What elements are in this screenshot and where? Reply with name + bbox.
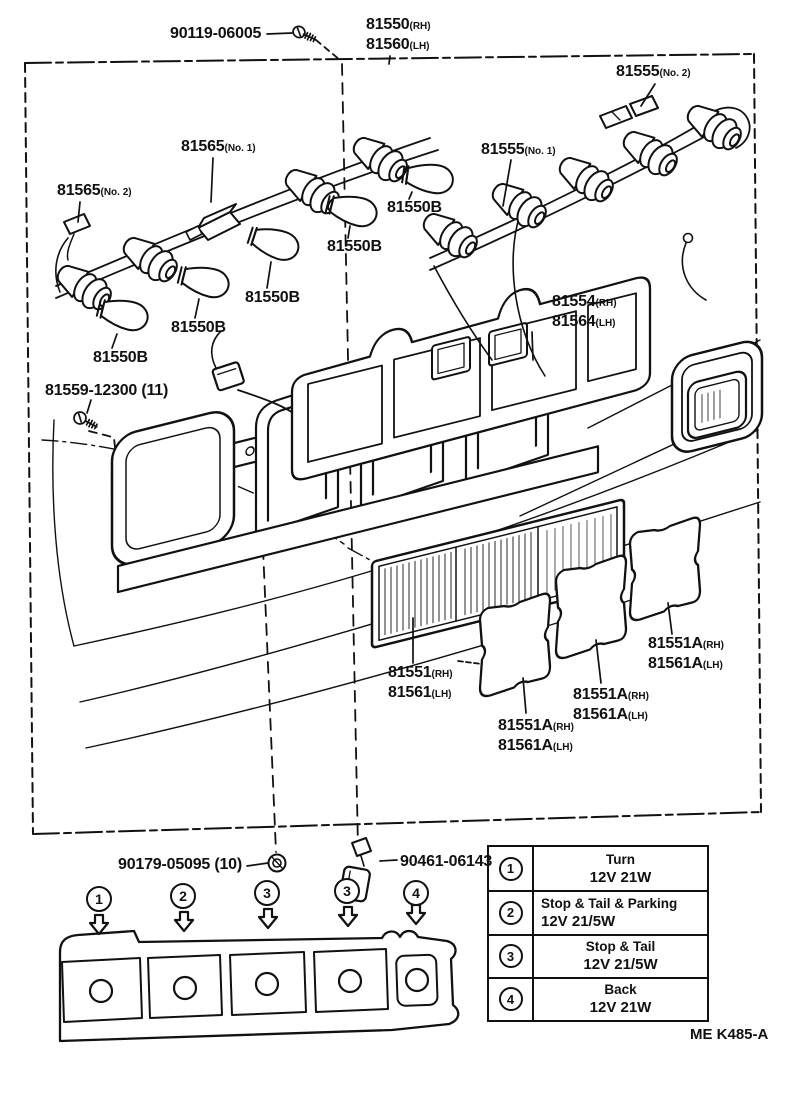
label-gasket: 81554(RH) 81564(LH) (552, 293, 617, 330)
drawing-code: ME K485-A (690, 1026, 769, 1043)
callout-3b: 3 (334, 878, 360, 904)
label-bulb-2: 81550B (327, 238, 382, 255)
table-row (489, 890, 707, 933)
label-plate-3: 81551A(RH) 81561A(LH) (498, 717, 574, 754)
label-bulb-4: 81550B (171, 319, 226, 336)
callout-1: 1 (86, 886, 112, 912)
row-number-badge: 2 (499, 901, 523, 925)
label-bulb-1: 81550B (387, 199, 442, 216)
screw-icon-top (291, 24, 317, 44)
label-clip: 90461-06143 (400, 853, 493, 870)
table-row (489, 847, 707, 890)
harness-connector (186, 204, 240, 240)
callout-arrows (90, 905, 425, 934)
label-harness-no1: 81565(No. 1) (181, 138, 256, 155)
label-nut: 90179-05095 (10) (118, 856, 243, 873)
table-row (489, 977, 707, 1020)
bulb-function: Back (604, 982, 637, 998)
harness-connector-no2 (64, 214, 90, 260)
nut-icon (269, 855, 286, 872)
row-number-badge: 3 (499, 944, 523, 968)
label-screw-top: 90119-06005 (170, 25, 262, 42)
label-lens: 81551(RH) 81561(LH) (388, 664, 453, 701)
label-harness-no2: 81565(No. 2) (57, 182, 132, 199)
bulb-function: Turn (606, 851, 635, 867)
callout-4: 4 (403, 880, 429, 906)
bulb-function: Stop & Tail (585, 939, 656, 955)
label-socket-wire-no2: 81555(No. 2) (616, 63, 691, 80)
table-row (489, 934, 707, 977)
label-lamp-assy: 81550(RH) 81560(LH) (366, 16, 431, 53)
bulb-spec-table (487, 845, 709, 1022)
screw-icon-housing (72, 410, 100, 432)
label-screw-housing: 81559-12300 (11) (45, 382, 169, 399)
label-bulb-3: 81550B (245, 289, 300, 306)
row-number-badge: 1 (499, 857, 523, 881)
label-plate-2: 81551A(RH) 81561A(LH) (573, 686, 649, 723)
callout-2: 2 (170, 883, 196, 909)
bulb-spec: 12V 21/5W (583, 956, 658, 974)
label-bulb-5: 81550B (93, 349, 148, 366)
socket-connector-no2 (600, 96, 658, 128)
callout-3a: 3 (254, 880, 280, 906)
bulb-spec: 12V 21W (589, 999, 652, 1017)
label-plate-1: 81551A(RH) 81561A(LH) (648, 635, 724, 672)
row-number-badge: 4 (499, 987, 523, 1011)
bulb-function: Stop & Tail & Parking (541, 895, 678, 911)
bulb-spec: 12V 21W (589, 868, 652, 886)
housing-rear-view (60, 931, 458, 1041)
bulb-spec: 12V 21/5W (541, 912, 616, 930)
label-socket-wire-no1: 81555(No. 1) (481, 141, 556, 158)
